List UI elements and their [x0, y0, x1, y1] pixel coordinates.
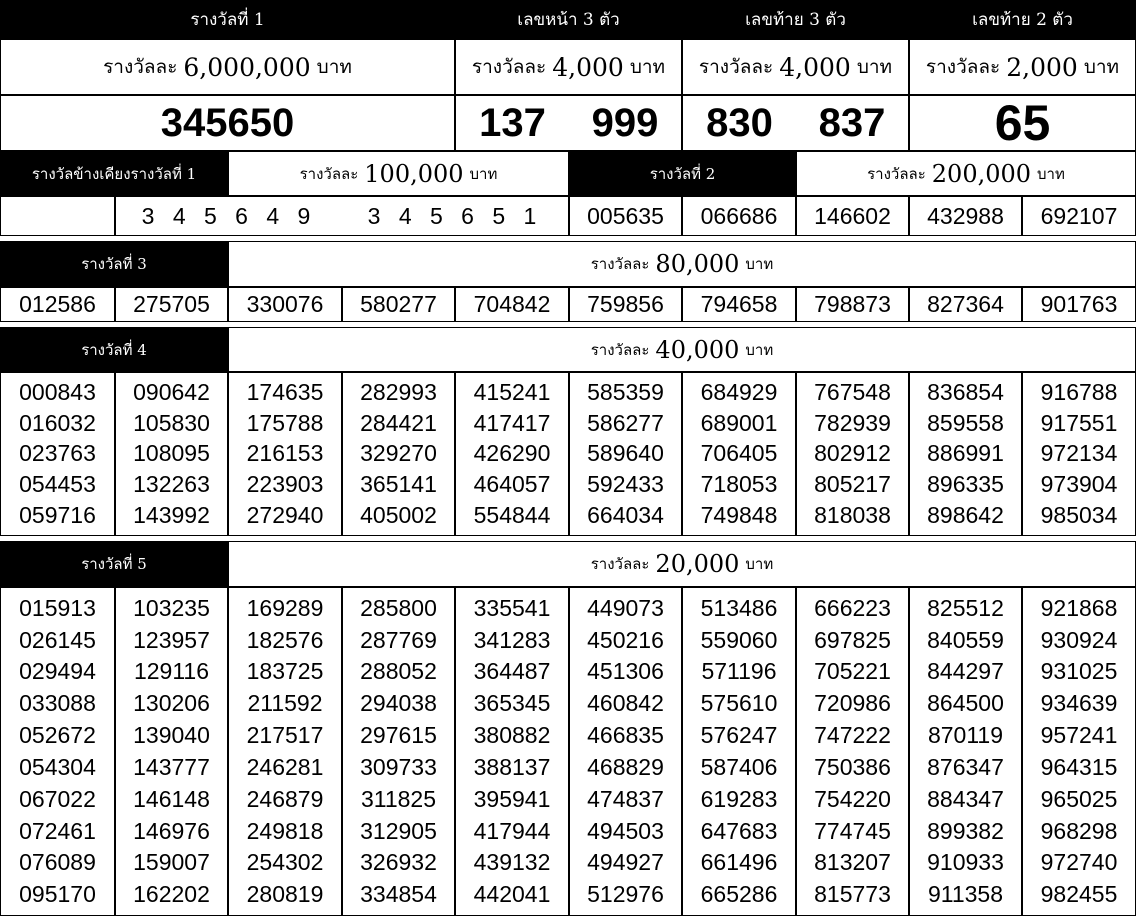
fifth-prize-number: 513486 — [700, 594, 778, 621]
fourth-prize-number: 973904 — [1040, 471, 1118, 498]
fifth-prize-number: 934639 — [1040, 690, 1118, 717]
fourth-prize-number: 706405 — [700, 440, 778, 467]
fourth-prize-column — [115, 372, 228, 536]
fifth-prize-number: 754220 — [814, 785, 891, 812]
fourth-prize-number: 284421 — [360, 409, 437, 436]
fourth-prize-number: 836854 — [927, 378, 1004, 405]
amount-unit: บาท — [1083, 56, 1120, 78]
fifth-prize-number: 468829 — [587, 753, 664, 780]
third-prize-number: 759856 — [569, 287, 682, 322]
fourth-prize-number: 689001 — [700, 409, 778, 436]
fourth-prize-column — [682, 372, 796, 536]
fifth-prize-column — [115, 587, 228, 916]
fifth-prize-number: 072461 — [19, 817, 96, 844]
near-first-number-1: 3 4 5 6 4 9 — [115, 196, 342, 236]
amount-unit: บาท — [745, 340, 774, 359]
fourth-prize-number: 718053 — [700, 471, 778, 498]
fifth-prize-number: 705221 — [814, 658, 891, 685]
fourth-prize-number: 023763 — [19, 440, 96, 467]
fifth-prize-number: 182576 — [246, 626, 324, 653]
fifth-prize-number: 587406 — [700, 753, 778, 780]
fifth-prize-number: 512976 — [587, 881, 664, 908]
fifth-prize-number: 494927 — [587, 849, 664, 876]
fifth-prize-number: 388137 — [473, 753, 551, 780]
fifth-prize-number: 494503 — [587, 817, 664, 844]
fourth-prize-number: 586277 — [587, 409, 664, 436]
fourth-prize-number: 272940 — [246, 502, 324, 529]
amount-unit: บาท — [745, 555, 774, 573]
amount-prefix: รางวัลละ — [103, 56, 178, 78]
fifth-prize-number: 246281 — [246, 753, 324, 780]
fifth-prize-number: 899382 — [927, 817, 1004, 844]
fifth-prize-number: 294038 — [360, 690, 437, 717]
fifth-prize-number: 183725 — [246, 658, 324, 685]
fifth-prize-number: 911358 — [927, 881, 1004, 908]
fourth-prize-number: 417417 — [473, 409, 551, 436]
fourth-prize-number: 917551 — [1040, 409, 1118, 436]
fourth-prize-column — [342, 372, 455, 536]
fifth-prize-number: 910933 — [927, 849, 1004, 876]
fifth-prize-number: 026145 — [19, 626, 96, 653]
fifth-prize-column — [682, 587, 796, 916]
amount-unit: บาท — [316, 56, 352, 78]
fifth-prize-number: 750386 — [814, 753, 891, 780]
fifth-prize-number: 211592 — [247, 690, 323, 717]
amount-prefix: รางวัลละ — [867, 164, 926, 183]
fifth-prize-number: 460842 — [587, 690, 664, 717]
fourth-prize-number: 805217 — [814, 471, 891, 498]
fourth-prize-number: 972134 — [1040, 440, 1118, 467]
third-prize-number: 798873 — [796, 287, 909, 322]
fourth-prize-number: 802912 — [814, 440, 891, 467]
fourth-prize-column — [0, 372, 115, 536]
third-prize-number: 901763 — [1022, 287, 1136, 322]
third-prize-number: 012586 — [0, 287, 115, 322]
fifth-prize-number: 162202 — [133, 881, 210, 908]
fifth-prize-number: 146976 — [133, 817, 210, 844]
fifth-prize-number: 466835 — [587, 722, 664, 749]
fifth-prize-number: 285800 — [360, 594, 437, 621]
fifth-prize-number: 129116 — [133, 658, 210, 685]
fifth-prize-number: 103235 — [133, 594, 210, 621]
fifth-prize-number: 439132 — [473, 849, 551, 876]
fifth-prize-header: รางวัลที่ 5 — [0, 541, 228, 587]
fifth-prize-number: 123957 — [133, 626, 210, 653]
fifth-prize-number: 825512 — [927, 594, 1004, 621]
amount-value: 100,000 — [364, 159, 464, 188]
amount-value: 20,000 — [655, 550, 740, 578]
amount-unit: บาท — [745, 255, 774, 273]
fifth-prize-number: 964315 — [1040, 753, 1118, 780]
fourth-prize-number: 365141 — [360, 471, 437, 498]
fifth-prize-number: 968298 — [1040, 817, 1118, 844]
fourth-prize-column — [569, 372, 682, 536]
fifth-prize-number: 474837 — [587, 785, 664, 812]
fifth-prize-number: 130206 — [133, 690, 210, 717]
fourth-prize-number: 664034 — [587, 502, 664, 529]
amount-unit: บาท — [1037, 164, 1065, 183]
fifth-prize-number: 815773 — [814, 881, 891, 908]
fifth-prize-amount — [228, 541, 1136, 587]
amount-prefix: รางวัลละ — [471, 56, 547, 78]
fifth-prize-number: 813207 — [814, 849, 891, 876]
amount-value: 4,000 — [779, 52, 851, 82]
fifth-prize-number: 395941 — [473, 785, 551, 812]
fourth-prize-number: 464057 — [473, 471, 551, 498]
amount-value: 200,000 — [931, 159, 1032, 188]
amount-prefix: รางวัลละ — [590, 255, 650, 273]
fifth-prize-column — [455, 587, 569, 916]
third-prize-number: 704842 — [455, 287, 569, 322]
fifth-prize-number: 747222 — [814, 722, 891, 749]
fifth-prize-number: 619283 — [700, 785, 778, 812]
second-prize-header: รางวัลที่ 2 — [569, 151, 796, 196]
fifth-prize-number: 297615 — [360, 722, 437, 749]
last2-number: 65 — [909, 95, 1136, 151]
near-first-blank-cell — [0, 196, 115, 236]
fifth-prize-number: 139040 — [133, 722, 210, 749]
fourth-prize-number: 282993 — [360, 378, 437, 405]
fifth-prize-number: 720986 — [814, 690, 891, 717]
fifth-prize-number: 774745 — [814, 817, 891, 844]
fifth-prize-number: 576247 — [700, 722, 778, 749]
second-prize-amount — [796, 151, 1136, 196]
fifth-prize-number: 884347 — [927, 785, 1004, 812]
fifth-prize-number: 334854 — [360, 881, 437, 908]
third-prize-number: 827364 — [909, 287, 1022, 322]
fourth-prize-number: 426290 — [473, 440, 551, 467]
fourth-prize-number: 329270 — [360, 440, 437, 467]
fourth-prize-number: 767548 — [814, 378, 891, 405]
fifth-prize-number: 647683 — [700, 817, 778, 844]
near-first-amount — [228, 151, 569, 196]
front3-number-1: 137 — [455, 95, 569, 151]
fifth-prize-number: 972740 — [1040, 849, 1118, 876]
fifth-prize-number: 146148 — [133, 785, 210, 812]
fourth-prize-number: 916788 — [1040, 378, 1118, 405]
fourth-prize-column — [455, 372, 569, 536]
fourth-prize-number: 223903 — [246, 471, 324, 498]
fifth-prize-number: 033088 — [19, 690, 96, 717]
fourth-prize-number: 592433 — [587, 471, 664, 498]
fourth-prize-column — [228, 372, 342, 536]
fifth-prize-number: 311825 — [360, 785, 437, 812]
fourth-prize-number: 859558 — [927, 409, 1004, 436]
fifth-prize-number: 697825 — [814, 626, 891, 653]
amount-value: 4,000 — [552, 52, 624, 82]
fifth-prize-number: 341283 — [473, 626, 551, 653]
fifth-prize-column — [909, 587, 1022, 916]
amount-unit: บาท — [629, 56, 666, 78]
fourth-prize-column — [796, 372, 909, 536]
fourth-prize-number: 818038 — [814, 502, 891, 529]
fifth-prize-number: 870119 — [927, 722, 1004, 749]
fifth-prize-number: 029494 — [19, 658, 96, 685]
last3-number-1: 830 — [682, 95, 796, 151]
fourth-prize-number: 749848 — [700, 502, 778, 529]
near-first-header: รางวัลข้างเคียงรางวัลที่ 1 — [0, 151, 228, 196]
fifth-prize-number: 169289 — [246, 594, 324, 621]
fourth-prize-number: 782939 — [814, 409, 891, 436]
fourth-prize-number: 175788 — [246, 409, 324, 436]
fifth-prize-number: 840559 — [927, 626, 1004, 653]
fifth-prize-number: 288052 — [360, 658, 437, 685]
fifth-prize-number: 364487 — [473, 658, 551, 685]
last3-header: เลขท้าย 3 ตัว — [682, 0, 909, 39]
fourth-prize-number: 132263 — [133, 471, 210, 498]
amount-prefix: รางวัลละ — [925, 56, 1001, 78]
first-prize-amount — [0, 39, 455, 95]
fourth-prize-number: 415241 — [473, 378, 551, 405]
last2-amount — [909, 39, 1136, 95]
fifth-prize-number: 571196 — [701, 658, 777, 685]
fifth-prize-number: 095170 — [19, 881, 96, 908]
fifth-prize-number: 665286 — [700, 881, 778, 908]
fifth-prize-number: 052672 — [19, 722, 96, 749]
fifth-prize-number: 982455 — [1040, 881, 1118, 908]
front3-number-2: 999 — [569, 95, 682, 151]
fifth-prize-number: 335541 — [473, 594, 551, 621]
fourth-prize-number: 585359 — [587, 378, 664, 405]
fourth-prize-number: 898642 — [927, 502, 1004, 529]
fifth-prize-number: 559060 — [700, 626, 778, 653]
fifth-prize-number: 143777 — [133, 753, 210, 780]
last2-header: เลขท้าย 2 ตัว — [909, 0, 1136, 39]
fifth-prize-number: 876347 — [927, 753, 1004, 780]
fifth-prize-number: 931025 — [1040, 658, 1118, 685]
fifth-prize-number: 965025 — [1040, 785, 1118, 812]
fifth-prize-number: 450216 — [587, 626, 664, 653]
fifth-prize-number: 054304 — [19, 753, 96, 780]
second-prize-number: 146602 — [796, 196, 909, 236]
third-prize-number: 794658 — [682, 287, 796, 322]
fourth-prize-number: 405002 — [360, 502, 437, 529]
fourth-prize-amount — [228, 327, 1136, 372]
fourth-prize-number: 000843 — [19, 378, 96, 405]
fifth-prize-number: 575610 — [700, 690, 778, 717]
fifth-prize-column — [796, 587, 909, 916]
fourth-prize-number: 589640 — [587, 440, 664, 467]
last3-amount — [682, 39, 909, 95]
fifth-prize-number: 246879 — [246, 785, 324, 812]
fourth-prize-number: 090642 — [133, 378, 210, 405]
second-prize-number: 005635 — [569, 196, 682, 236]
fourth-prize-number: 174635 — [246, 378, 324, 405]
amount-unit: บาท — [469, 164, 498, 183]
fifth-prize-number: 451306 — [587, 658, 664, 685]
fourth-prize-header: รางวัลที่ 4 — [0, 327, 228, 372]
fifth-prize-number: 365345 — [473, 690, 551, 717]
fifth-prize-number: 249818 — [246, 817, 324, 844]
amount-value: 6,000,000 — [183, 52, 311, 82]
fourth-prize-column — [909, 372, 1022, 536]
fourth-prize-number: 143992 — [133, 502, 210, 529]
fifth-prize-number: 930924 — [1040, 626, 1118, 653]
fifth-prize-number: 326932 — [360, 849, 437, 876]
first-prize-number: 345650 — [0, 95, 455, 151]
fifth-prize-number: 287769 — [360, 626, 437, 653]
fifth-prize-column — [1022, 587, 1136, 916]
fifth-prize-number: 159007 — [133, 849, 210, 876]
fourth-prize-number: 985034 — [1040, 502, 1118, 529]
fifth-prize-number: 921868 — [1040, 594, 1118, 621]
amount-value: 80,000 — [655, 250, 740, 278]
fifth-prize-column — [569, 587, 682, 916]
fifth-prize-number: 417944 — [473, 817, 551, 844]
fourth-prize-number: 684929 — [700, 378, 778, 405]
fifth-prize-number: 666223 — [814, 594, 891, 621]
fifth-prize-column — [228, 587, 342, 916]
fifth-prize-number: 864500 — [927, 690, 1004, 717]
fifth-prize-number: 280819 — [246, 881, 324, 908]
amount-value: 2,000 — [1006, 52, 1078, 82]
third-prize-number: 275705 — [115, 287, 228, 322]
fifth-prize-number: 844297 — [927, 658, 1004, 685]
fifth-prize-number: 309733 — [360, 753, 437, 780]
amount-prefix: รางวัลละ — [698, 56, 774, 78]
third-prize-amount — [228, 241, 1136, 287]
amount-value: 40,000 — [655, 335, 740, 364]
first-prize-header: รางวัลที่ 1 — [0, 0, 455, 39]
fifth-prize-number: 076089 — [19, 849, 96, 876]
fifth-prize-number: 015913 — [19, 594, 96, 621]
front3-amount — [455, 39, 682, 95]
second-prize-number: 432988 — [909, 196, 1022, 236]
fifth-prize-number: 449073 — [587, 594, 664, 621]
fifth-prize-column — [342, 587, 455, 916]
fourth-prize-column — [1022, 372, 1136, 536]
amount-prefix: รางวัลละ — [590, 340, 650, 359]
last3-number-2: 837 — [796, 95, 909, 151]
amount-unit: บาท — [856, 56, 893, 78]
third-prize-number: 330076 — [228, 287, 342, 322]
amount-prefix: รางวัลละ — [590, 555, 650, 573]
fourth-prize-number: 554844 — [473, 502, 551, 529]
fourth-prize-number: 054453 — [19, 471, 96, 498]
fifth-prize-number: 442041 — [473, 881, 551, 908]
fifth-prize-number: 380882 — [473, 722, 551, 749]
fourth-prize-number: 105830 — [133, 409, 210, 436]
fourth-prize-number: 059716 — [19, 502, 96, 529]
second-prize-number: 692107 — [1022, 196, 1136, 236]
fifth-prize-number: 254302 — [246, 849, 324, 876]
second-prize-number: 066686 — [682, 196, 796, 236]
fourth-prize-number: 896335 — [927, 471, 1004, 498]
fourth-prize-number: 886991 — [927, 440, 1004, 467]
front3-header: เลขหน้า 3 ตัว — [455, 0, 682, 39]
third-prize-number: 580277 — [342, 287, 455, 322]
amount-prefix: รางวัลละ — [299, 164, 359, 183]
fifth-prize-number: 217517 — [246, 722, 324, 749]
fifth-prize-number: 957241 — [1040, 722, 1118, 749]
fifth-prize-number: 312905 — [360, 817, 437, 844]
fourth-prize-number: 216153 — [246, 440, 324, 467]
fourth-prize-number: 016032 — [19, 409, 96, 436]
fifth-prize-number: 067022 — [19, 785, 96, 812]
third-prize-header: รางวัลที่ 3 — [0, 241, 228, 287]
near-first-number-2: 3 4 5 6 5 1 — [342, 196, 569, 236]
fifth-prize-number: 661496 — [700, 849, 778, 876]
fourth-prize-number: 108095 — [133, 440, 210, 467]
fifth-prize-column — [0, 587, 115, 916]
